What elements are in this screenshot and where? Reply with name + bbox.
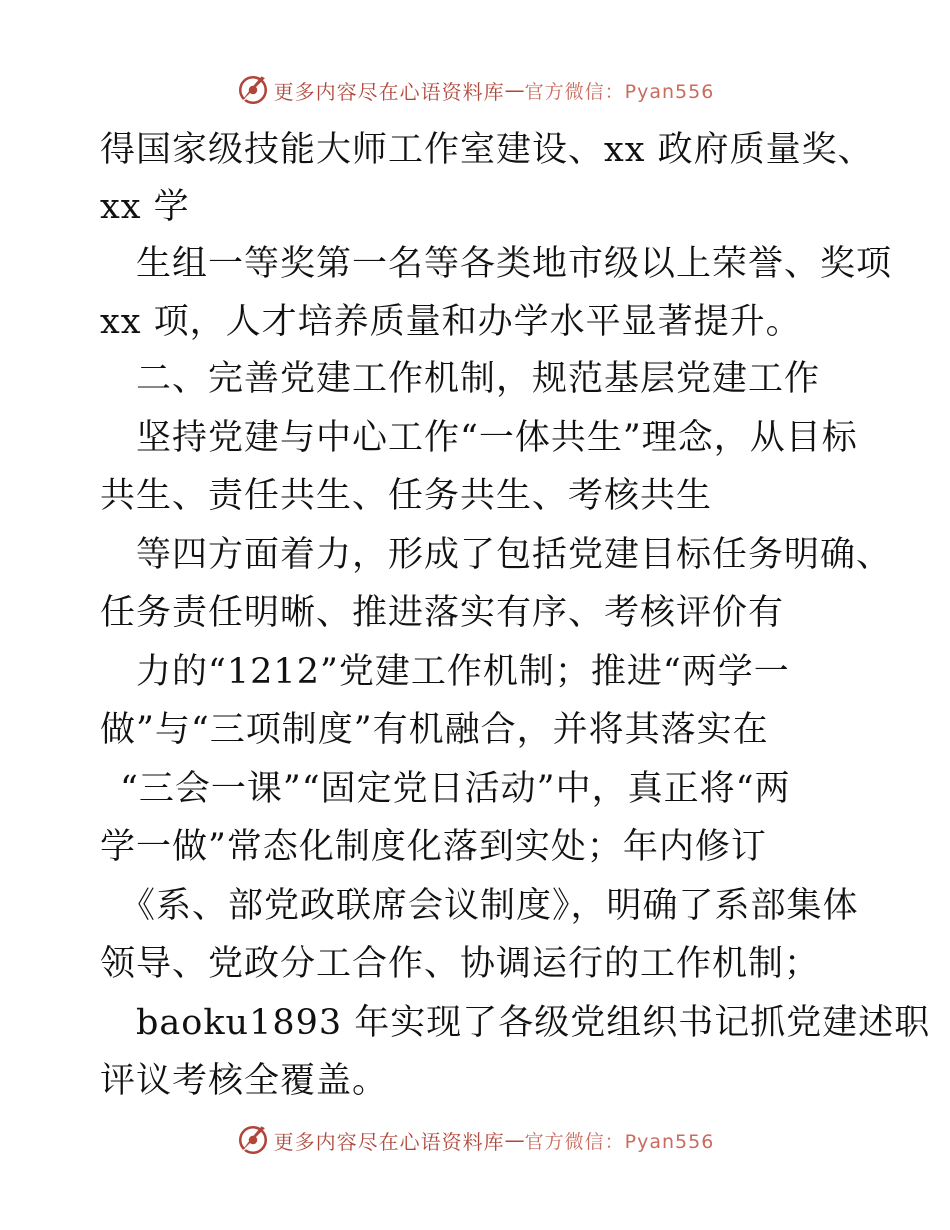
body-line: 任务责任明晰、推进落实有序、考核评价有	[100, 593, 785, 633]
section-heading: 二、完善党建工作机制，规范基层党建工作	[136, 359, 821, 399]
body-line: 评议考核全覆盖。	[100, 1061, 389, 1101]
body-line: 学一做”常态化制度化落到实处；年内修订	[100, 827, 767, 867]
watermark-wechat-text: 官方微信：Pyan556	[524, 1130, 715, 1153]
body-line: 得国家级技能大师工作室建设、xx 政府质量奖、	[100, 130, 874, 170]
body-line: 做”与“三项制度”有机融合，并将其落实在	[100, 710, 769, 750]
watermark-main-text: 更多内容尽在心语资料库	[273, 79, 505, 104]
body-line: 坚持党建与中心工作“一体共生”理念，从目标	[136, 418, 858, 458]
body-line: 等四方面着力，形成了包括党建目标任务明确、	[136, 535, 893, 575]
footer-watermark	[0, 1120, 950, 1160]
watermark-separator: —	[504, 78, 525, 102]
body-line: xx 学	[100, 187, 190, 227]
body-line: 《系、部党政联席会议制度》，明确了系部集体	[120, 886, 859, 926]
watermark-main-text: 更多内容尽在心语资料库	[273, 1129, 505, 1154]
quill-pen-logo-icon	[236, 1123, 270, 1157]
body-line: “三会一课”“固定党日活动”中，真正将“两	[120, 769, 791, 809]
watermark-separator: —	[504, 1128, 525, 1152]
body-line: 力的“1212”党建工作机制；推进“两学一	[136, 652, 790, 692]
header-watermark	[0, 70, 950, 110]
quill-pen-logo-icon	[236, 73, 270, 107]
body-line: xx 项，人才培养质量和办学水平显著提升。	[100, 302, 802, 342]
body-line: baoku1893 年实现了各级党组织书记抓党建述职	[136, 1003, 931, 1043]
body-line: 领导、党政分工合作、协调运行的工作机制；	[100, 944, 821, 984]
body-line: 生组一等奖第一名等各类地市级以上荣誉、奖项	[136, 244, 893, 284]
body-line: 共生、责任共生、任务共生、考核共生	[100, 476, 713, 516]
watermark-wechat-text: 官方微信：Pyan556	[524, 80, 715, 103]
